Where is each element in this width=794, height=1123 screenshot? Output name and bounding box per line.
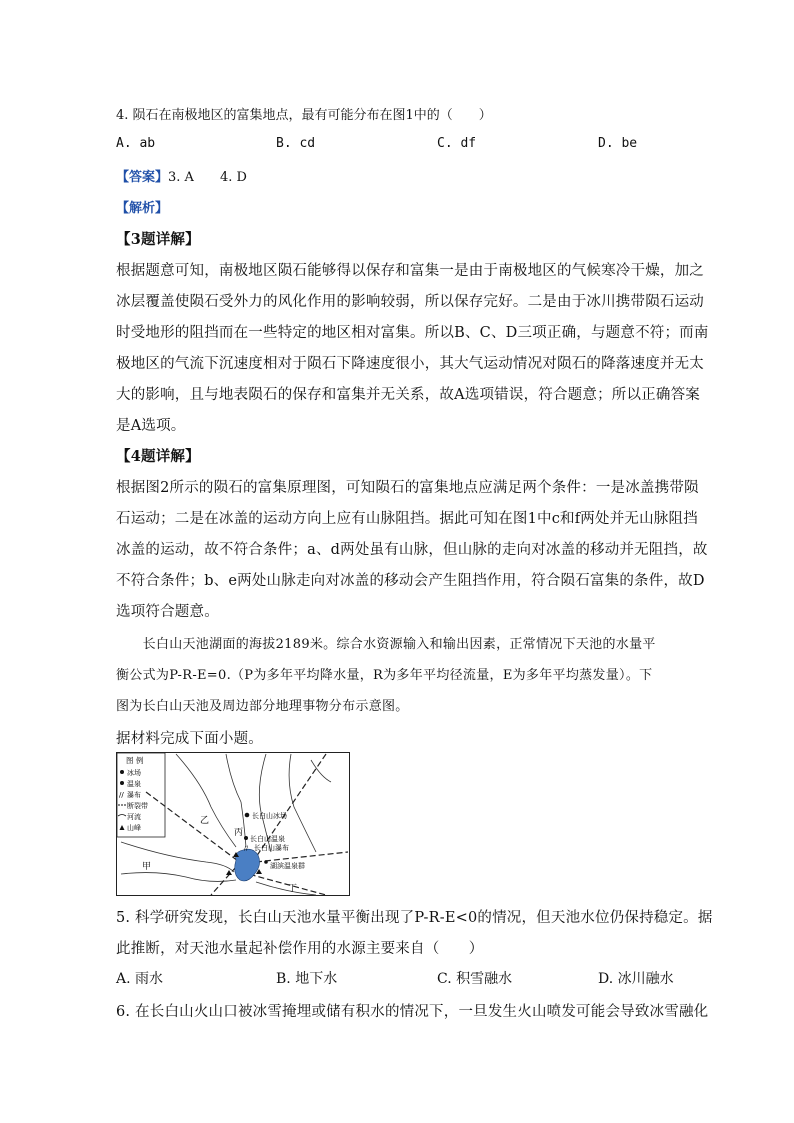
hot-spring-legend-icon [120,781,124,785]
analysis-tag: 【解析】 [116,201,169,216]
ice-field-marker [245,813,250,818]
q4-option-b: B. cd [276,136,316,151]
material-line: 衡公式为P-R-E=0.（P为多年平均降水量，R为多年平均径流量，E为多年平均蒸发量）。下 [116,668,653,683]
q4-detail-line: 冰盖的运动，故不符合条件；a、d两处虽有山脉，但山脉的走向对冰盖的移动并无阻挡，故 [116,542,708,558]
q4-detail-line: 不符合条件；b、e两处山脉走向对冰盖的移动会产生阻挡作用，符合陨石富集的条件，故D [116,573,705,589]
q4-detail-line: 选项符合题意。 [116,604,219,620]
q6-stem: 6. 在长白山火山口被冰雪掩埋或储有积水的情况下，一旦发生火山喷发可能会导致冰雪融化 [116,1004,709,1020]
answer-tag: 【答案】 [116,170,169,185]
legend-item-ice: 冰场 [127,769,141,777]
ice-field-legend-icon [120,770,124,774]
legend-title: 图 例 [126,756,144,765]
material-instruction: 据材料完成下面小题。 [116,731,263,747]
q3-detail-line: 大的影响，且与地表陨石的保存和富集并无关系，故A选项错误，符合题意；所以正确答案 [116,387,700,403]
label-waterfall: 长白山瀑布 [254,844,289,852]
q5-option-c: C. 积雪融水 [437,971,513,987]
answer-row [116,166,247,185]
q3-detail-line: 是A选项。 [116,418,186,434]
material-line: 图为长白山天池及周边部分地理事物分布示意图。 [116,699,409,714]
q4-option-a: A. ab [116,136,156,151]
material-line: 长白山天池湖面的海拔2189米。综合水资源输入和输出因素，正常情况下天池的水量平 [116,637,656,652]
q3-detail-line: 时受地形的阻挡而在一些特定的地区相对富集。所以B、C、D三项正确，与题意不符；而南 [116,325,709,341]
label-zone-jia: 甲 [142,862,152,872]
q5-option-b: B. 地下水 [276,971,338,987]
q3-detail-line: 冰层覆盖使陨石受外力的风化作用的影响较弱，所以保存完好。二是由于冰川携带陨石运动 [116,294,704,310]
legend-item-waterfall: 瀑布 [127,791,141,799]
tianchi-map-figure [116,752,350,896]
q5-stem-line2: 此推断，对天池水量起补偿作用的水源主要来自（ ） [116,941,484,957]
answer-text: 3. A 4. D [168,170,247,185]
q4-option-d: D. be [598,136,638,151]
legend-box [117,753,165,837]
q5-stem-line1: 5. 科学研究发现，长白山天池水量平衡出现了P-R-E<0的情况，但天池水位仍保持稳定。据 [116,910,713,926]
label-zone-bing: 丙 [234,828,244,838]
waterfall-legend-icon: // [119,791,124,799]
legend-item-fault: 断裂带 [127,802,148,810]
q4-option-c: C. df [437,136,477,151]
hot-spring-marker [264,860,268,864]
q3-detail-heading: 【3题详解】 [116,231,200,248]
q3-detail-line: 极地区的气流下沉速度相对于陨石下降速度很小，其大气运动情况对陨石的降落速度并无太 [116,356,704,372]
q4-detail-line: 根据图2所示的陨石的富集原理图，可知陨石的富集地点应满足两个条件：一是冰盖携带陨 [116,480,699,496]
label-zone-ding: 丁 [288,884,298,894]
legend-item-peak: 山峰 [127,824,141,832]
q4-stem: 4. 陨石在南极地区的富集地点，最有可能分布在图1中的（ ） [116,108,492,123]
q5-option-d: D. 冰川融水 [598,971,674,987]
q4-detail-line: 石运动；二是在冰盖的运动方向上应有山脉阻挡。据此可知在图1中c和f两处并无山脉阻挡 [116,511,698,527]
legend-item-river: 河流 [127,813,141,821]
label-hot-spring: 长白山温泉 [250,835,285,843]
legend-item-spring: 温泉 [127,780,141,788]
label-lakeside-springs: 湖滨温泉群 [270,862,305,870]
q4-detail-heading: 【4题详解】 [116,448,200,465]
hot-spring-marker [244,836,248,840]
label-zone-yi: 乙 [200,816,210,826]
label-ice-field: 长白山冰场 [252,812,287,820]
q5-option-a: A. 雨水 [116,971,164,987]
waterfall-icon: // [244,845,249,852]
q3-detail-line: 根据题意可知，南极地区陨石能够得以保存和富集一是由于南极地区的气候寒冷干燥，加之 [116,263,704,279]
